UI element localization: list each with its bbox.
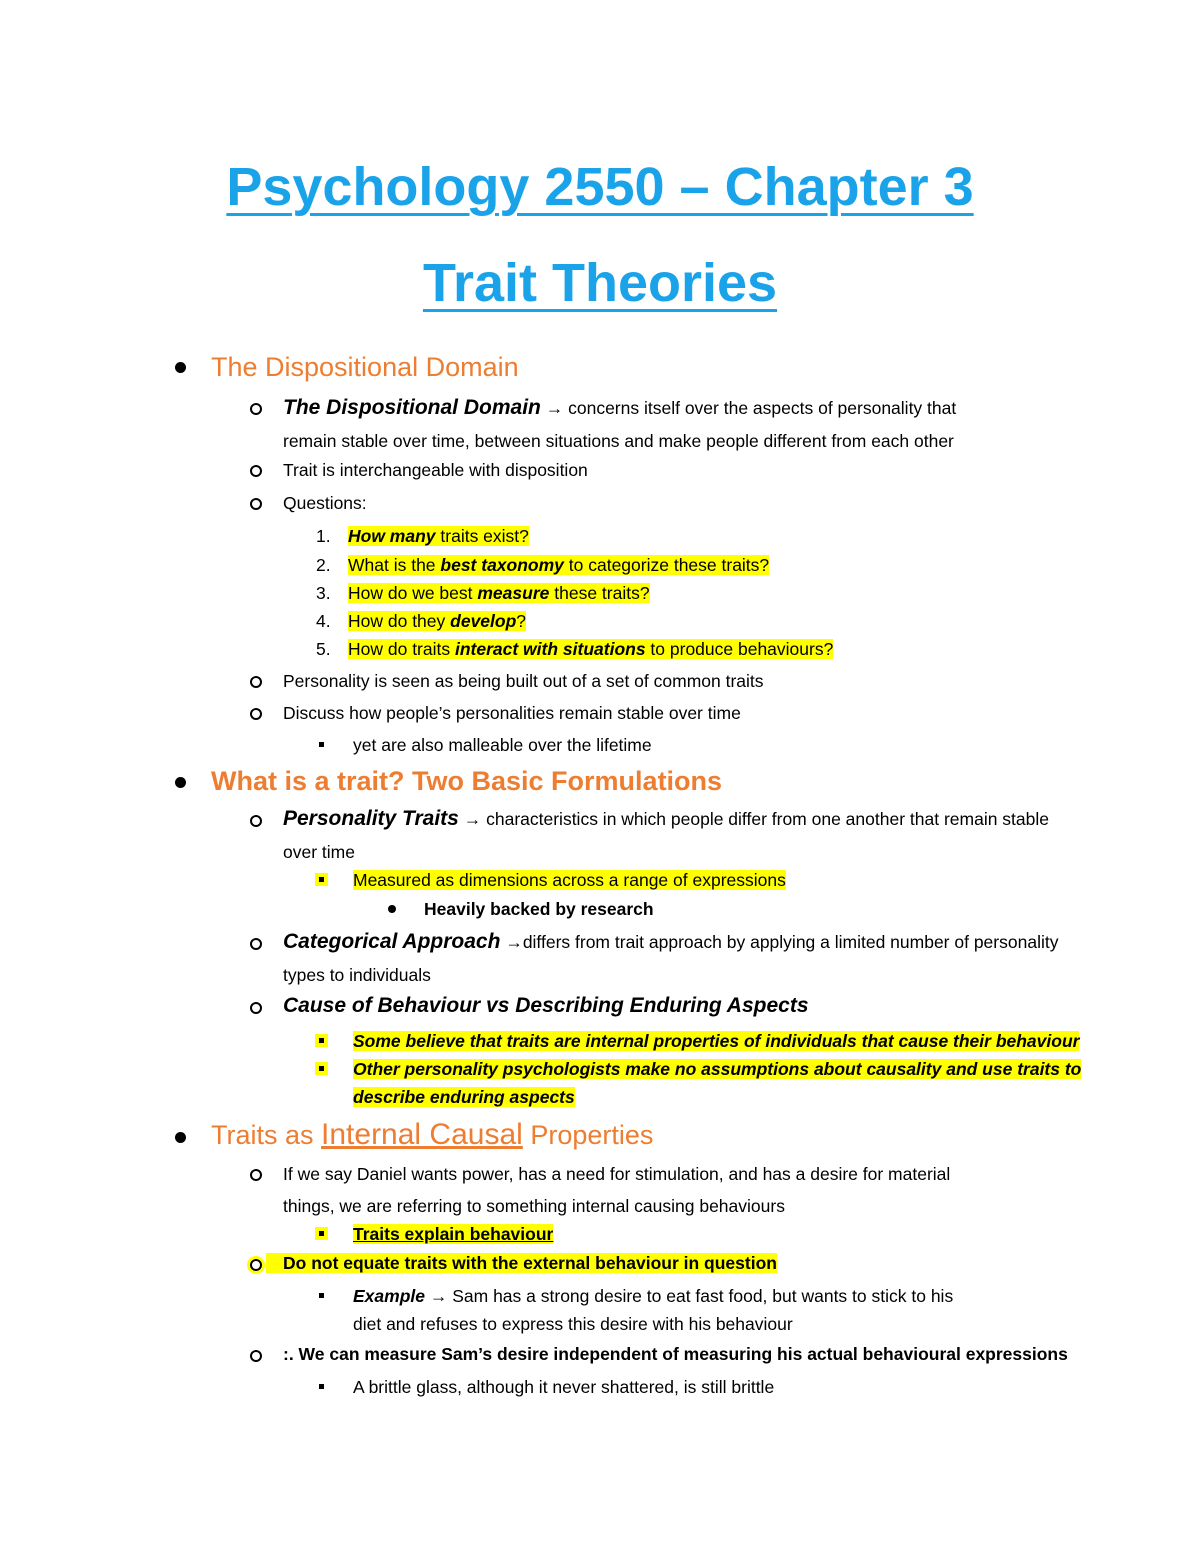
circle-bullet-icon [250, 1259, 262, 1271]
personality-traits-cont: over time [283, 842, 355, 862]
page-title: Psychology 2550 – Chapter 3 [226, 157, 974, 217]
categorical-approach-definition: Categorical Approach →differs from trait approach by applying a limited number of personality [283, 930, 1059, 953]
common-traits: Personality is seen as being built out of a set of common traits [283, 671, 764, 691]
question-number: 5. [316, 639, 331, 659]
personality-traits-definition: Personality Traits → characteristics in which people differ from one another that remain stable [283, 807, 1049, 830]
example-sam: Example → Sam has a strong desire to eat fast food, but wants to stick to his [353, 1286, 954, 1306]
cause-internal: Some believe that traits are internal properties of individuals that cause their behaviour [353, 1031, 1080, 1051]
trait-interchange: Trait is interchangeable with disposition [283, 460, 588, 480]
question-number: 3. [316, 583, 331, 603]
daniel-example: If we say Daniel wants power, has a need for stimulation, and has a desire for material [283, 1164, 951, 1184]
circle-bullet-icon [250, 498, 262, 510]
cause-no-assumption: Other personality psychologists make no assumptions about causality and use traits to [353, 1059, 1082, 1079]
bullet-icon [175, 1132, 186, 1143]
question-item: How do they develop? [348, 611, 527, 631]
stable-over-time: Discuss how people’s personalities remain stable over time [283, 703, 741, 723]
example-sam-cont: diet and refuses to express this desire with his behaviour [353, 1314, 793, 1334]
circle-bullet-icon [250, 1169, 262, 1181]
question-item: How many traits exist? [348, 526, 529, 546]
square-bullet-icon [319, 1231, 324, 1236]
square-bullet-icon [319, 877, 324, 882]
circle-bullet-icon [250, 1350, 262, 1362]
circle-bullet-icon [250, 1002, 262, 1014]
square-bullet-icon [319, 1066, 324, 1071]
circle-bullet-icon [250, 938, 262, 950]
square-bullet-icon [319, 742, 324, 747]
circle-bullet-icon [250, 465, 262, 477]
circle-bullet-icon [250, 403, 262, 415]
page-subtitle: Trait Theories [422, 253, 778, 313]
measure-independent: :. We can measure Sam’s desire independent of measuring his actual behavioural expressions [283, 1344, 1068, 1364]
daniel-example-cont: things, we are referring to something internal causing behaviours [283, 1196, 785, 1216]
traits-explain: Traits explain behaviour [353, 1224, 554, 1244]
measured-dimensions: Measured as dimensions across a range of expressions [353, 870, 786, 890]
bullet-icon [175, 777, 186, 788]
question-number: 1. [316, 526, 331, 546]
question-item: How do we best measure these traits? [348, 583, 650, 603]
section-heading-dispositional: The Dispositional Domain [211, 352, 519, 382]
square-bullet-icon [319, 1384, 324, 1389]
heavily-backed: Heavily backed by research [424, 899, 654, 919]
circle-bullet-icon [250, 815, 262, 827]
dispositional-definition-cont: remain stable over time, between situations and make people different from each other [283, 431, 954, 451]
circle-bullet-icon [250, 676, 262, 688]
question-item: What is the best taxonomy to categorize these traits? [348, 555, 770, 575]
circle-bullet-icon [250, 708, 262, 720]
cause-heading: Cause of Behaviour vs Describing Enduring Aspects [283, 994, 809, 1017]
square-bullet-icon [319, 1293, 324, 1298]
bullet-icon [175, 362, 186, 373]
section-heading-what-is-trait: What is a trait? Two Basic Formulations [211, 766, 723, 796]
question-number: 2. [316, 555, 331, 575]
categorical-approach-cont: types to individuals [283, 965, 431, 985]
section-heading-internal-causal: Traits as Internal Causal Properties [211, 1118, 654, 1151]
dispositional-definition: The Dispositional Domain → concerns itself over the aspects of personality that [283, 396, 957, 419]
question-item: How do traits interact with situations to produce behaviours? [348, 639, 834, 659]
brittle-glass: A brittle glass, although it never shattered, is still brittle [353, 1377, 775, 1397]
dot-bullet-icon [388, 905, 396, 913]
cause-no-assumption-cont: describe enduring aspects [353, 1087, 575, 1107]
questions-label: Questions: [283, 493, 367, 513]
malleable: yet are also malleable over the lifetime [353, 735, 652, 755]
question-number: 4. [316, 611, 331, 631]
square-bullet-icon [319, 1038, 324, 1043]
do-not-equate: Do not equate traits with the external behaviour in question [266, 1252, 777, 1274]
